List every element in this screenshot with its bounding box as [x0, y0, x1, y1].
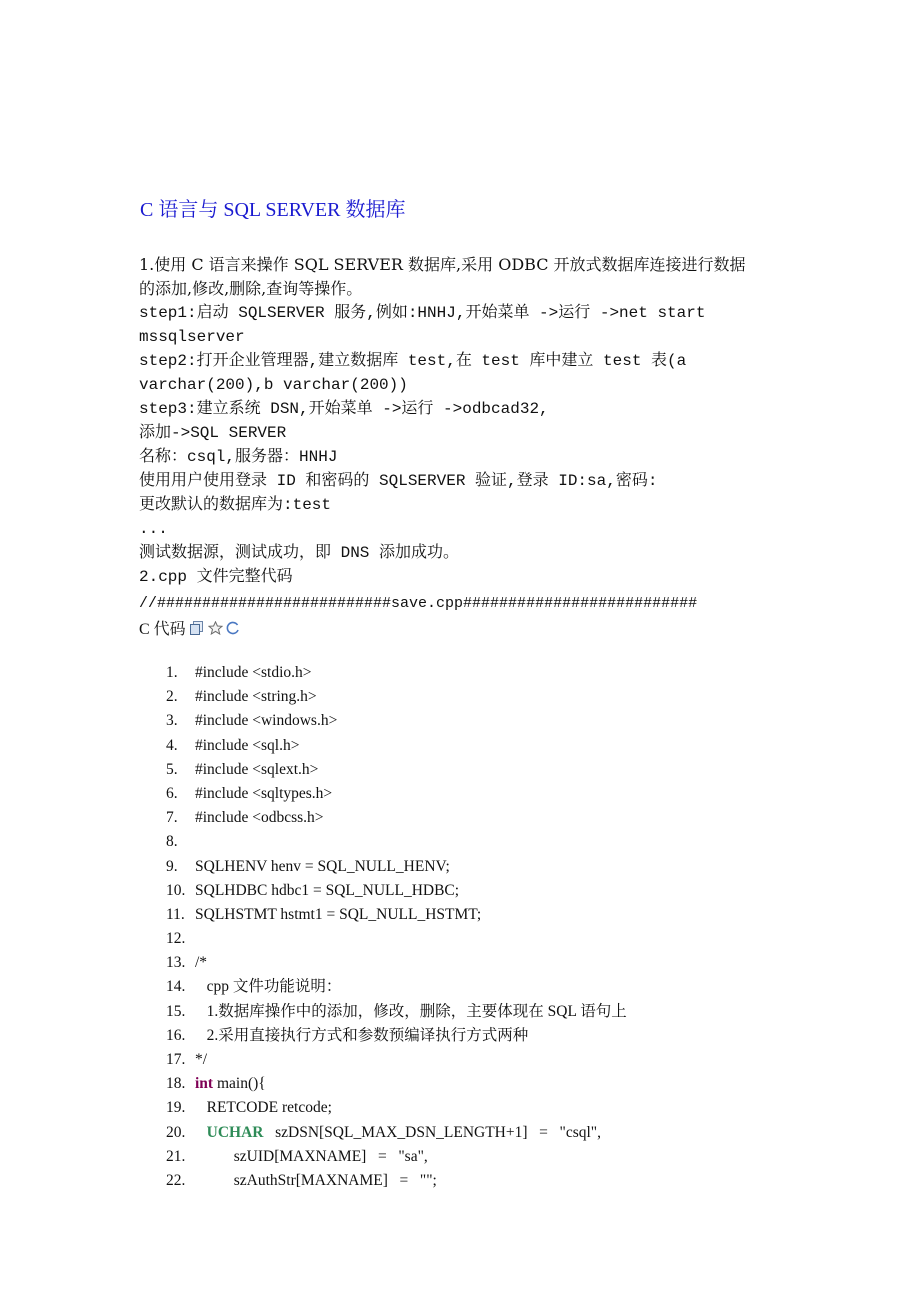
intro-paragraph-line-1: 1.使用 C 语言来操作 SQL SERVER 数据库,采用 ODBC 开放式数据库连接进行数据	[139, 255, 746, 274]
line-number: 10.	[166, 881, 186, 899]
code-text: */	[195, 1051, 208, 1068]
line-number: 13.	[166, 954, 186, 972]
code-line	[166, 1048, 627, 1072]
code-line	[166, 1121, 627, 1145]
line-number: 12.	[166, 930, 186, 948]
line-number: 11.	[166, 905, 185, 923]
code-text: szAuthStr[MAXNAME] = "";	[195, 1171, 437, 1189]
code-text: #include <windows.h>	[195, 712, 338, 730]
code-block-header	[139, 616, 240, 639]
code-line	[166, 734, 627, 758]
code-text: 2.采用直接执行方式和参数预编译执行方式两种	[195, 1026, 529, 1044]
code-line	[166, 951, 627, 975]
line-number: 15.	[166, 1002, 186, 1020]
line-number: 5.	[166, 760, 178, 778]
line-number: 20.	[166, 1123, 186, 1141]
line-number: 8.	[166, 833, 178, 851]
test-success-line: 测试数据源，测试成功，即 DNS 添加成功。	[139, 544, 460, 562]
code-line	[166, 855, 627, 879]
line-number: 7.	[166, 809, 178, 827]
code-line	[166, 1000, 627, 1024]
code-line	[166, 1169, 627, 1193]
code-line	[166, 1072, 627, 1096]
code-type: UCHAR	[206, 1123, 264, 1141]
code-text: cpp 文件功能说明：	[195, 978, 342, 996]
code-text: #include <sqltypes.h>	[195, 784, 333, 802]
line-number: 1.	[166, 664, 178, 681]
step1-line-1: step1:启动 SQLSERVER 服务,例如:HNHJ,开始菜单 ->运行 ->net start	[139, 304, 706, 322]
code-text: #include <stdio.h>	[195, 664, 312, 681]
line-number: 18.	[166, 1075, 186, 1093]
code-text: #include <odbcss.h>	[195, 809, 324, 827]
dsn-name-line: 名称：csql,服务器：HNHJ	[139, 448, 338, 466]
code-text: szUID[MAXNAME] = "sa",	[195, 1147, 428, 1165]
code-keyword: int	[195, 1075, 214, 1093]
page-title: C 语言与 SQL SERVER 数据库	[140, 199, 406, 221]
code-line	[166, 782, 627, 806]
ellipsis-line: ...	[139, 520, 168, 538]
default-db-line: 更改默认的数据库为:test	[139, 496, 332, 514]
code-label: C 代码	[139, 621, 186, 638]
line-number: 16.	[166, 1026, 186, 1044]
code-line	[166, 879, 627, 903]
code-text: SQLHENV henv = SQL_NULL_HENV;	[195, 857, 450, 875]
code-text: main(){	[213, 1075, 266, 1093]
code-line	[166, 975, 627, 999]
code-text: SQLHSTMT hstmt1 = SQL_NULL_HSTMT;	[195, 905, 482, 923]
line-number: 9.	[166, 857, 178, 875]
code-line	[166, 927, 627, 951]
line-number: 17.	[166, 1051, 186, 1068]
code-line	[166, 1145, 627, 1169]
code-listing	[166, 661, 627, 1193]
intro-paragraph-line-2: 的添加,修改,删除,查询等操作。	[139, 279, 363, 298]
code-text: RETCODE retcode;	[195, 1099, 332, 1117]
step2-line-1: step2:打开企业管理器,建立数据库 test,在 test 库中建立 test 表(a	[139, 352, 687, 370]
code-line	[166, 830, 627, 854]
step3-line-2: 添加->SQL SERVER	[139, 424, 287, 442]
code-text: /*	[195, 954, 208, 972]
code-text: #include <sqlext.h>	[195, 760, 319, 778]
auth-line: 使用用户使用登录 ID 和密码的 SQLSERVER 验证,登录 ID:sa,密码:	[139, 472, 658, 490]
refresh-loading-icon[interactable]	[226, 621, 240, 635]
code-text: szDSN[SQL_MAX_DSN_LENGTH+1] = "csql",	[263, 1123, 602, 1141]
code-text: SQLHDBC hdbc1 = SQL_NULL_HDBC;	[195, 881, 460, 899]
file-separator-comment: //##########################save.cpp##########################	[139, 595, 698, 612]
code-line	[166, 758, 627, 782]
line-number: 6.	[166, 784, 178, 802]
line-number: 19.	[166, 1099, 186, 1117]
code-indent	[195, 1124, 207, 1141]
line-number: 2.	[166, 688, 178, 706]
step1-line-2: mssqlserver	[139, 328, 245, 346]
code-line	[166, 806, 627, 830]
line-number: 22.	[166, 1171, 186, 1189]
code-line	[166, 1096, 627, 1120]
code-line	[166, 903, 627, 927]
favorite-star-icon[interactable]	[208, 621, 222, 635]
code-text: 1.数据库操作中的添加，修改，删除，主要体现在 SQL 语句上	[195, 1002, 627, 1020]
section-2-heading: 2.cpp 文件完整代码	[139, 568, 293, 586]
code-line	[166, 685, 627, 709]
step3-line-1: step3:建立系统 DSN,开始菜单 ->运行 ->odbcad32,	[139, 400, 549, 418]
line-number: 21.	[166, 1147, 186, 1165]
line-number: 14.	[166, 978, 186, 996]
step2-line-2: varchar(200),b varchar(200))	[139, 376, 408, 394]
code-text: #include <string.h>	[195, 688, 317, 706]
line-number: 3.	[166, 712, 178, 730]
code-text: #include <sql.h>	[195, 736, 300, 754]
copy-code-icon[interactable]	[190, 621, 204, 635]
code-line	[166, 709, 627, 733]
line-number: 4.	[166, 736, 178, 754]
code-line	[166, 661, 627, 685]
code-line	[166, 1024, 627, 1048]
